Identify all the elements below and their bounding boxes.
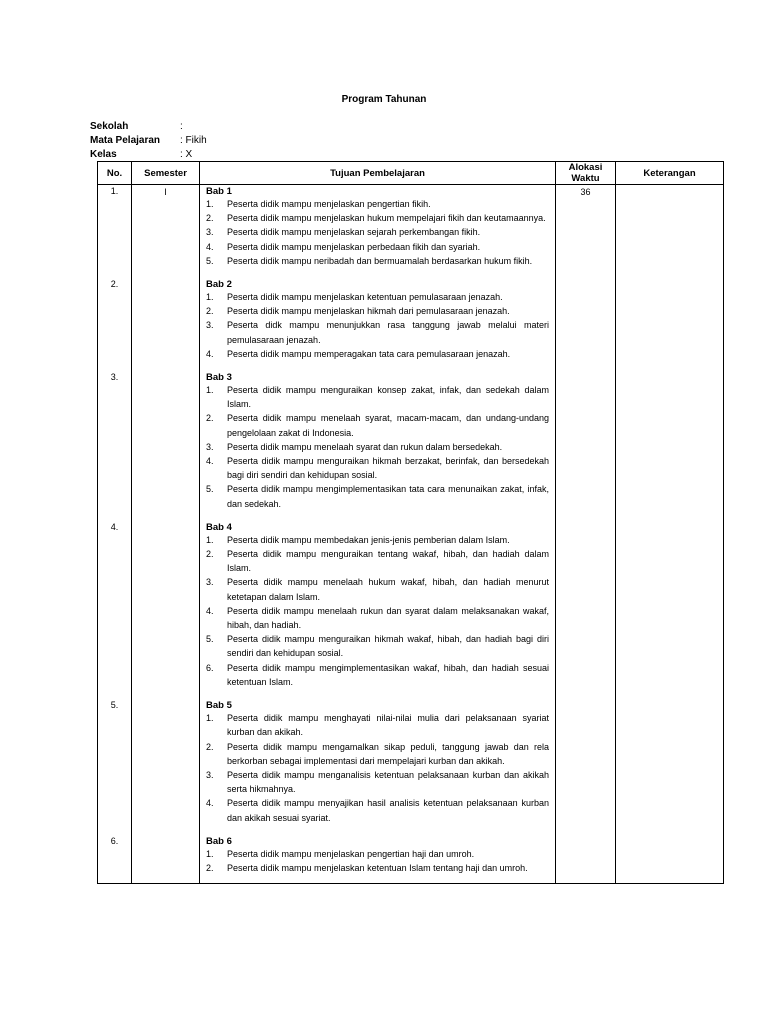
item-number: 2. [206,306,214,317]
item-text: Peserta didik mampu menjelaskan hukum mempelajari fikih dan keutamaannya. [227,213,546,224]
list-item [206,768,549,796]
keterangan-cell [616,185,724,884]
list-item [206,290,549,304]
item-number: 4. [206,241,214,252]
bab-block [206,700,549,825]
item-number: 3. [206,769,214,780]
item-text: Peserta didik mampu menjelaskan perbedaan fikih dan syariah. [227,241,481,252]
meta-row-mata-pelajaran [90,134,207,148]
item-text: Peserta didik mampu menjelaskan pengertian haji dan umroh. [227,848,475,859]
objective-list [206,847,549,875]
bab-block [206,186,549,268]
bab-title: Bab 6 [206,835,232,847]
item-number: 1. [206,848,214,859]
header-alokasi [556,162,616,185]
item-text: Peserta didik mampu menjelaskan hikmah dari pemulasaraan jenazah. [227,306,510,317]
item-number: 4. [206,798,214,809]
list-item [206,318,549,346]
item-text: Peserta didik mampu menganalisis ketentuan pelaksanaan kurban dan akikah serta hikmahnya. [227,769,549,795]
item-text: Peserta didik mampu mengamalkan sikap peduli, tanggung jawab dan rela berkorban sebagai implementasi dari mempelajari kurban dan akikah. [227,741,549,766]
objective-list [206,383,549,511]
item-text: Peserta didik mampu membedakan jenis-jenis pemberian dalam Islam. [227,534,510,545]
header-semester: Semester [132,162,200,185]
list-item [206,661,549,689]
item-text: Peserta didik mampu neribadah dan bermuamalah berdasarkan hukum fikih. [227,255,533,266]
item-number: 6. [206,662,214,673]
item-number: 3. [206,227,214,238]
meta-label: Mata Pelajaran [90,135,161,146]
row-number: 2. [110,279,119,290]
list-item [206,604,549,632]
item-number: 1. [206,199,214,209]
item-number: 1. [206,713,214,724]
bab-title: Bab 3 [206,372,232,384]
header-no: No. [98,162,132,185]
header-tujuan: Tujuan Pembelajaran [200,162,556,185]
list-item [206,304,549,318]
list-item [206,740,549,768]
item-text: Peserta didik mampu menelaah rukun dan syarat dalam melaksanakan wakaf, hibah, dan hadiah. [227,605,549,631]
item-number: 5. [206,634,214,645]
item-number: 1. [206,385,214,396]
meta-label: Sekolah [90,121,129,132]
header-alokasi-line2: Waktu [571,173,600,184]
meta-value: : X [180,149,193,160]
item-text: Peserta didik mampu menyajikan hasil analisis ketentuan pelaksanaan kurban dan akikah sesuai syariat. [227,798,549,823]
list-item [206,575,549,603]
objective-list [206,533,549,689]
item-number: 2. [206,741,214,752]
meta-row-sekolah [90,120,207,134]
list-item [206,197,549,211]
bab-block [206,372,549,511]
tujuan-cell [200,185,556,884]
item-number: 3. [206,441,214,452]
page-title: Program Tahunan [341,94,427,105]
item-text: Peserta didik mampu menjelaskan pengertian fikih. [227,199,431,209]
no-cell [98,185,132,884]
item-text: Peserta didik mampu menguraikan konsep zakat, infak, dan sedekah dalam Islam. [227,385,549,410]
meta-label: Kelas [90,149,117,160]
document-meta [90,120,207,162]
item-text: Peserta didik mampu menjelaskan ketentuan pemulasaraan jenazah. [227,292,503,303]
item-number: 4. [206,456,214,467]
objective-list [206,290,549,361]
item-number: 2. [206,413,214,424]
list-item [206,796,549,824]
list-item [206,861,549,875]
item-number: 4. [206,348,214,359]
objective-list [206,197,549,268]
meta-row-kelas [90,148,207,162]
item-text: Peserta didk mampu menunjukkan rasa tanggung jawab melalui materi pemulasaraan jenazah. [227,320,549,345]
program-table [97,161,724,884]
list-item [206,547,549,575]
semester-cell: I [132,185,200,884]
bab-title: Bab 4 [206,521,232,533]
list-item [206,347,549,361]
item-text: Peserta didik mampu menguraikan hikmah wakaf, hibah, dan hadiah bagi diri sendiri dan kehidupan sosial. [227,634,549,659]
meta-value: : Fikih [180,135,207,146]
item-text: Peserta didik mampu menghayati nilai-nilai mulia dari pelaksanaan syariat kurban dan akikah. [227,713,549,738]
list-item [206,411,549,439]
item-text: Peserta didik mampu mengimplementasikan wakaf, hibah, dan hadiah sesuai ketentuan Islam. [227,662,549,687]
list-item [206,440,549,454]
row-number: 6. [110,835,119,846]
item-number: 4. [206,605,214,616]
item-text: Peserta didik mampu memperagakan tata cara pemulasaraan jenazah. [227,348,511,359]
list-item [206,533,549,547]
item-text: Peserta didik mampu mengimplementasikan tata cara menunaikan zakat, infak, dan sedekah. [227,484,549,509]
bab-block [206,279,549,361]
item-number: 3. [206,577,214,588]
row-number: 5. [110,700,119,711]
row-number: 3. [110,372,119,383]
item-number: 1. [206,292,214,303]
list-item [206,211,549,225]
item-text: Peserta didik mampu menelaah hukum wakaf, hibah, dan hadiah menurut ketetapan dalam Islam. [227,577,549,602]
list-item [206,240,549,254]
bab-title: Bab 5 [206,700,232,712]
item-text: Peserta didik mampu menelaah syarat dan rukun dalam bersedekah. [227,441,503,452]
row-number: 4. [110,521,119,532]
bab-block [206,836,549,875]
alokasi-cell: 36 [556,185,616,884]
item-number: 5. [206,255,214,266]
item-number: 2. [206,862,214,873]
item-text: Peserta didik mampu menelaah syarat, macam-macam, dan undang-undang pengelolaan zakat di Indonesia. [227,413,549,438]
item-number: 5. [206,484,214,495]
item-number: 2. [206,213,214,224]
objective-list [206,711,549,825]
list-item [206,482,549,510]
list-item [206,225,549,239]
list-item [206,454,549,482]
table-row [98,185,724,884]
item-number: 1. [206,534,214,545]
item-text: Peserta didik mampu menguraikan tentang wakaf, hibah, dan hadiah dalam Islam. [227,549,549,574]
item-number: 2. [206,549,214,560]
list-item [206,254,549,268]
bab-block [206,522,549,689]
item-text: Peserta didik mampu menjelaskan ketentuan Islam tentang haji dan umroh. [227,862,528,873]
meta-value: : [180,121,183,132]
row-number: 1. [110,186,119,196]
header-alokasi-line1: Alokasi [568,162,603,173]
bab-title: Bab 2 [206,279,232,291]
item-text: Peserta didik mampu menjelaskan sejarah perkembangan fikih. [227,227,481,238]
item-number: 3. [206,320,214,331]
header-keterangan: Keterangan [616,162,724,185]
bab-title: Bab 1 [206,186,232,197]
list-item [206,632,549,660]
item-text: Peserta didik mampu menguraikan hikmah berzakat, berinfak, dan bersedekah bagi diri sendiri dan kehidupan sosial. [227,456,549,481]
list-item [206,711,549,739]
list-item [206,847,549,861]
table-header-row [98,162,724,185]
list-item [206,383,549,411]
